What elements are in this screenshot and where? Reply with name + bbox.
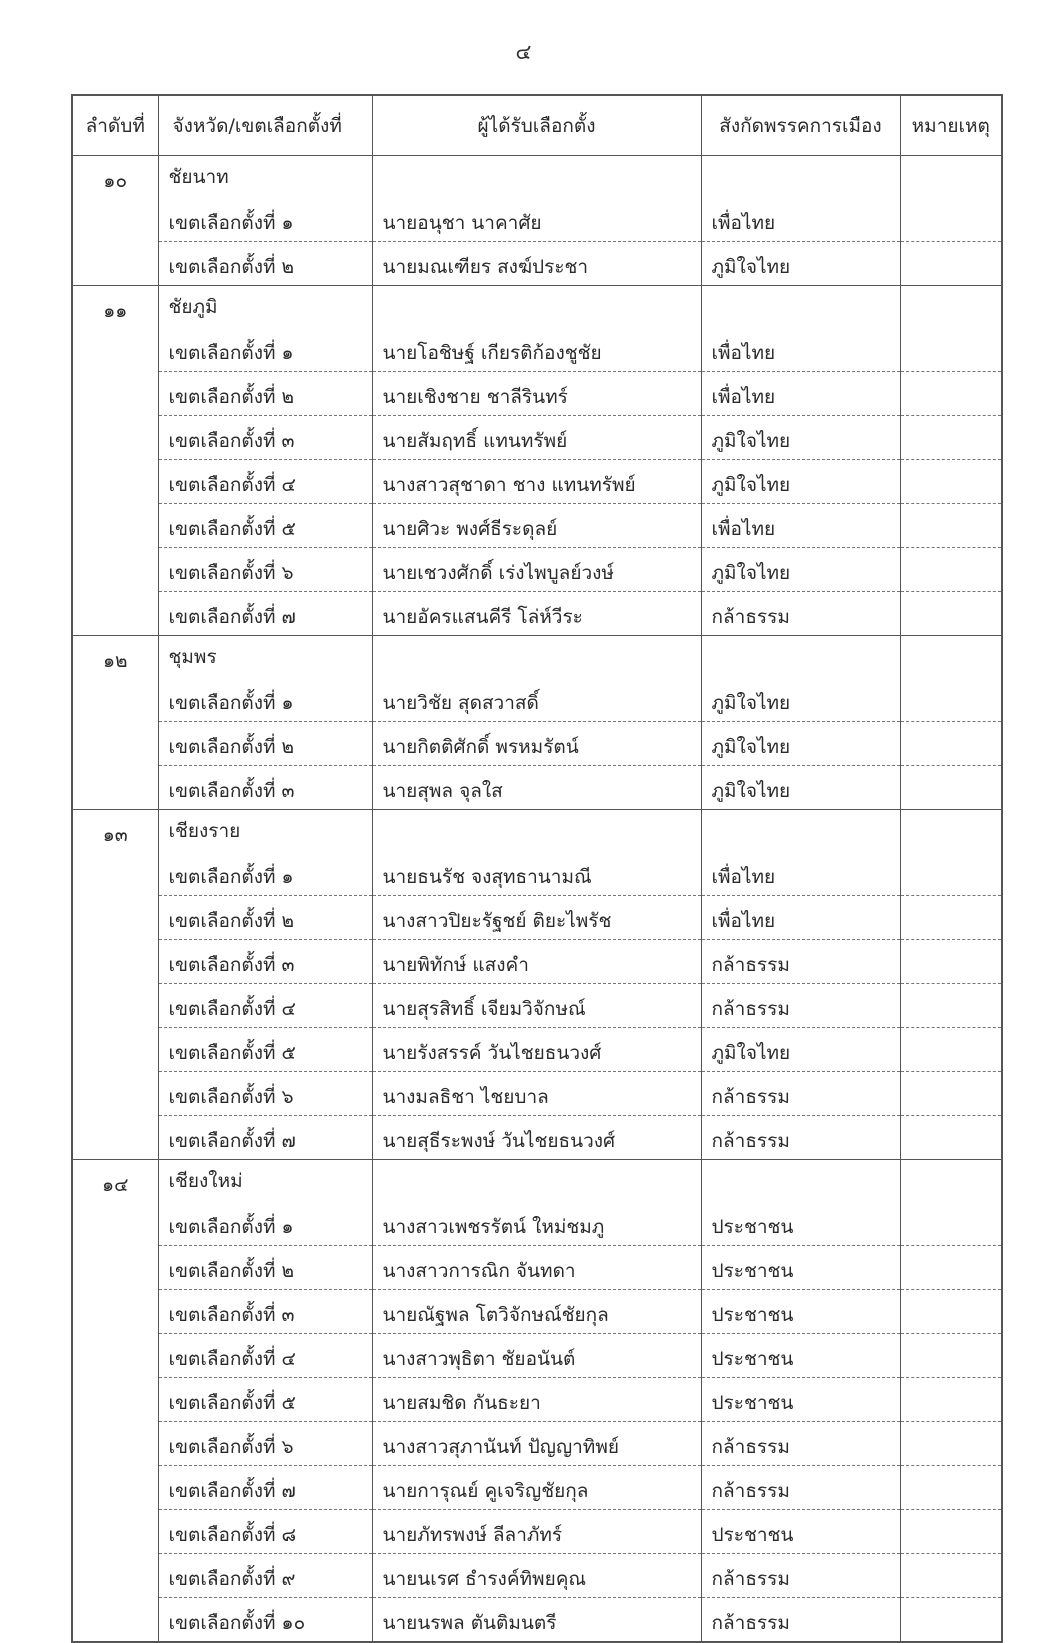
- district-cell: เขตเลือกตั้งที่ ๖: [158, 1072, 372, 1116]
- district-cell: เขตเลือกตั้งที่ ๒: [158, 722, 372, 766]
- province-name: ชุมพร: [158, 636, 372, 679]
- remarks-cell: [900, 1466, 1002, 1510]
- remarks-cell: [900, 896, 1002, 940]
- party-cell: กล้าธรรม: [701, 1466, 900, 1510]
- table-row: [72, 1202, 1002, 1246]
- district-cell: เขตเลือกตั้งที่ ๗: [158, 1466, 372, 1510]
- remarks-cell: [900, 1510, 1002, 1554]
- district-cell: เขตเลือกตั้งที่ ๓: [158, 940, 372, 984]
- remarks-cell: [900, 1246, 1002, 1290]
- elected-name-cell: นายพิทักษ์ แสงคำ: [372, 940, 701, 984]
- empty-cell: [701, 156, 900, 199]
- party-cell: เพื่อไทย: [701, 896, 900, 940]
- group-order-number: ๑๑: [72, 286, 158, 636]
- province-row: [72, 810, 1002, 853]
- party-cell: เพื่อไทย: [701, 198, 900, 242]
- remarks-cell: [900, 678, 1002, 722]
- group-order-number: ๑๓: [72, 810, 158, 1160]
- page-number: ๔: [515, 40, 532, 64]
- remarks-cell: [900, 1554, 1002, 1598]
- province-row: [72, 286, 1002, 329]
- party-cell: ภูมิใจไทย: [701, 1028, 900, 1072]
- elected-name-cell: นายศิวะ พงศ์ธีระดุลย์: [372, 504, 701, 548]
- elected-name-cell: นายสุพล จุลใส: [372, 766, 701, 810]
- table-row: [72, 1290, 1002, 1334]
- remarks-cell: [900, 1378, 1002, 1422]
- remarks-cell: [900, 1290, 1002, 1334]
- elected-name-cell: นายนเรศ ธำรงค์ทิพยคุณ: [372, 1554, 701, 1598]
- table-row: [72, 198, 1002, 242]
- district-cell: เขตเลือกตั้งที่ ๔: [158, 460, 372, 504]
- empty-cell: [701, 636, 900, 679]
- elected-name-cell: นายการุณย์ คูเจริญชัยกุล: [372, 1466, 701, 1510]
- district-cell: เขตเลือกตั้งที่ ๕: [158, 1028, 372, 1072]
- district-cell: เขตเลือกตั้งที่ ๒: [158, 1246, 372, 1290]
- district-cell: เขตเลือกตั้งที่ ๗: [158, 592, 372, 636]
- district-cell: เขตเลือกตั้งที่ ๓: [158, 766, 372, 810]
- election-results-table: [71, 94, 1003, 1643]
- district-cell: เขตเลือกตั้งที่ ๑: [158, 198, 372, 242]
- remarks-cell: [900, 1116, 1002, 1160]
- elected-name-cell: นายวิชัย สุดสวาสดิ์: [372, 678, 701, 722]
- elected-name-cell: นายกิตติศักดิ์ พรหมรัตน์: [372, 722, 701, 766]
- remarks-cell: [900, 328, 1002, 372]
- remarks-cell: [900, 1598, 1002, 1643]
- remarks-cell: [900, 722, 1002, 766]
- table-row: [72, 984, 1002, 1028]
- group-order-number: ๑๔: [72, 1160, 158, 1643]
- province-row: [72, 1160, 1002, 1203]
- table-row: [72, 1072, 1002, 1116]
- party-cell: ประชาชน: [701, 1334, 900, 1378]
- header-elected-person: ผู้ได้รับเลือกตั้ง: [372, 95, 701, 156]
- elected-name-cell: นางสาวสุภานันท์ ปัญญาทิพย์: [372, 1422, 701, 1466]
- group-order-number: ๑๐: [72, 156, 158, 286]
- remarks-cell: [900, 1072, 1002, 1116]
- table-row: [72, 1598, 1002, 1643]
- district-cell: เขตเลือกตั้งที่ ๕: [158, 504, 372, 548]
- party-cell: เพื่อไทย: [701, 504, 900, 548]
- remarks-cell: [900, 984, 1002, 1028]
- elected-name-cell: นางมลธิชา ไชยบาล: [372, 1072, 701, 1116]
- elected-name-cell: นายณัฐพล โตวิจักษณ์ชัยกุล: [372, 1290, 701, 1334]
- table-row: [72, 328, 1002, 372]
- party-cell: ภูมิใจไทย: [701, 548, 900, 592]
- district-cell: เขตเลือกตั้งที่ ๖: [158, 548, 372, 592]
- table-row: [72, 1334, 1002, 1378]
- empty-cell: [900, 1160, 1002, 1203]
- table-row: [72, 372, 1002, 416]
- district-cell: เขตเลือกตั้งที่ ๔: [158, 984, 372, 1028]
- table-row: [72, 722, 1002, 766]
- empty-cell: [900, 636, 1002, 679]
- table-row: [72, 242, 1002, 286]
- elected-name-cell: นางสาวการณิก จันทดา: [372, 1246, 701, 1290]
- header-remarks: หมายเหตุ: [900, 95, 1002, 156]
- remarks-cell: [900, 766, 1002, 810]
- district-cell: เขตเลือกตั้งที่ ๒: [158, 372, 372, 416]
- empty-cell: [900, 810, 1002, 853]
- remarks-cell: [900, 504, 1002, 548]
- party-cell: กล้าธรรม: [701, 592, 900, 636]
- empty-cell: [372, 636, 701, 679]
- elected-name-cell: นายธนรัช จงสุทธานามณี: [372, 852, 701, 896]
- table-body: [72, 156, 1002, 1643]
- remarks-cell: [900, 940, 1002, 984]
- district-cell: เขตเลือกตั้งที่ ๑: [158, 852, 372, 896]
- empty-cell: [900, 286, 1002, 329]
- district-cell: เขตเลือกตั้งที่ ๙: [158, 1554, 372, 1598]
- header-order: ลำดับที่: [72, 95, 158, 156]
- elected-name-cell: นางสาวสุชาดา ชาง แทนทรัพย์: [372, 460, 701, 504]
- elected-name-cell: นายมณเฑียร สงฆ์ประชา: [372, 242, 701, 286]
- party-cell: ประชาชน: [701, 1246, 900, 1290]
- district-cell: เขตเลือกตั้งที่ ๑: [158, 328, 372, 372]
- remarks-cell: [900, 1028, 1002, 1072]
- elected-name-cell: นายสุธีระพงษ์ วันไชยธนวงศ์: [372, 1116, 701, 1160]
- elected-name-cell: นางสาวเพชรรัตน์ ใหม่ชมภู: [372, 1202, 701, 1246]
- party-cell: กล้าธรรม: [701, 1422, 900, 1466]
- district-cell: เขตเลือกตั้งที่ ๔: [158, 1334, 372, 1378]
- province-name: เชียงราย: [158, 810, 372, 853]
- table-header-row: [72, 95, 1002, 156]
- elected-name-cell: นางสาวปิยะรัฐชย์ ติยะไพรัช: [372, 896, 701, 940]
- elected-name-cell: นายโอชิษฐ์ เกียรติก้องชูชัย: [372, 328, 701, 372]
- remarks-cell: [900, 198, 1002, 242]
- party-cell: ภูมิใจไทย: [701, 460, 900, 504]
- district-cell: เขตเลือกตั้งที่ ๒: [158, 896, 372, 940]
- empty-cell: [701, 1160, 900, 1203]
- district-cell: เขตเลือกตั้งที่ ๕: [158, 1378, 372, 1422]
- table-row: [72, 504, 1002, 548]
- table-row: [72, 1466, 1002, 1510]
- remarks-cell: [900, 1422, 1002, 1466]
- table-row: [72, 896, 1002, 940]
- empty-cell: [372, 1160, 701, 1203]
- party-cell: ภูมิใจไทย: [701, 416, 900, 460]
- table-row: [72, 852, 1002, 896]
- elected-name-cell: นายอัครแสนคีรี โล่ห์วีระ: [372, 592, 701, 636]
- district-cell: เขตเลือกตั้งที่ ๑: [158, 678, 372, 722]
- district-cell: เขตเลือกตั้งที่ ๓: [158, 416, 372, 460]
- empty-cell: [900, 156, 1002, 199]
- elected-name-cell: นายภัทรพงษ์ ลีลาภัทร์: [372, 1510, 701, 1554]
- elected-name-cell: นางสาวพุธิตา ชัยอนันต์: [372, 1334, 701, 1378]
- elected-name-cell: นายเชวงศักดิ์ เร่งไพบูลย์วงษ์: [372, 548, 701, 592]
- elected-name-cell: นายนรพล ตันติมนตรี: [372, 1598, 701, 1643]
- elected-name-cell: นายสมชิด กันธะยา: [372, 1378, 701, 1422]
- province-row: [72, 636, 1002, 679]
- province-name: เชียงใหม่: [158, 1160, 372, 1203]
- remarks-cell: [900, 242, 1002, 286]
- party-cell: ประชาชน: [701, 1202, 900, 1246]
- remarks-cell: [900, 592, 1002, 636]
- province-row: [72, 156, 1002, 199]
- party-cell: ภูมิใจไทย: [701, 766, 900, 810]
- party-cell: กล้าธรรม: [701, 1554, 900, 1598]
- district-cell: เขตเลือกตั้งที่ ๑๐: [158, 1598, 372, 1643]
- empty-cell: [372, 810, 701, 853]
- party-cell: กล้าธรรม: [701, 984, 900, 1028]
- table-row: [72, 1554, 1002, 1598]
- party-cell: ประชาชน: [701, 1510, 900, 1554]
- header-province-district: จังหวัด/เขตเลือกตั้งที่: [158, 95, 372, 156]
- elected-name-cell: นายสุรสิทธิ์ เจียมวิจักษณ์: [372, 984, 701, 1028]
- remarks-cell: [900, 416, 1002, 460]
- table-row: [72, 1510, 1002, 1554]
- empty-cell: [372, 156, 701, 199]
- province-name: ชัยนาท: [158, 156, 372, 199]
- table-row: [72, 1422, 1002, 1466]
- remarks-cell: [900, 372, 1002, 416]
- remarks-cell: [900, 1202, 1002, 1246]
- party-cell: เพื่อไทย: [701, 328, 900, 372]
- party-cell: ภูมิใจไทย: [701, 678, 900, 722]
- district-cell: เขตเลือกตั้งที่ ๖: [158, 1422, 372, 1466]
- group-order-number: ๑๒: [72, 636, 158, 810]
- empty-cell: [701, 810, 900, 853]
- district-cell: เขตเลือกตั้งที่ ๗: [158, 1116, 372, 1160]
- elected-name-cell: นายรังสรรค์ วันไชยธนวงศ์: [372, 1028, 701, 1072]
- remarks-cell: [900, 1334, 1002, 1378]
- remarks-cell: [900, 852, 1002, 896]
- party-cell: ภูมิใจไทย: [701, 722, 900, 766]
- table-row: [72, 1028, 1002, 1072]
- party-cell: กล้าธรรม: [701, 1072, 900, 1116]
- district-cell: เขตเลือกตั้งที่ ๒: [158, 242, 372, 286]
- district-cell: เขตเลือกตั้งที่ ๘: [158, 1510, 372, 1554]
- remarks-cell: [900, 548, 1002, 592]
- table-row: [72, 1378, 1002, 1422]
- party-cell: ประชาชน: [701, 1378, 900, 1422]
- elected-name-cell: นายเชิงชาย ชาลีรินทร์: [372, 372, 701, 416]
- district-cell: เขตเลือกตั้งที่ ๓: [158, 1290, 372, 1334]
- elected-name-cell: นายสัมฤทธิ์ แทนทรัพย์: [372, 416, 701, 460]
- party-cell: ภูมิใจไทย: [701, 242, 900, 286]
- table-row: [72, 766, 1002, 810]
- empty-cell: [701, 286, 900, 329]
- table-row: [72, 548, 1002, 592]
- table-row: [72, 460, 1002, 504]
- table-row: [72, 592, 1002, 636]
- party-cell: เพื่อไทย: [701, 852, 900, 896]
- elected-name-cell: นายอนุชา นาคาศัย: [372, 198, 701, 242]
- empty-cell: [372, 286, 701, 329]
- party-cell: ประชาชน: [701, 1290, 900, 1334]
- table-row: [72, 940, 1002, 984]
- district-cell: เขตเลือกตั้งที่ ๑: [158, 1202, 372, 1246]
- table-row: [72, 1246, 1002, 1290]
- province-name: ชัยภูมิ: [158, 286, 372, 329]
- header-party: สังกัดพรรคการเมือง: [701, 95, 900, 156]
- table-row: [72, 416, 1002, 460]
- party-cell: กล้าธรรม: [701, 1598, 900, 1643]
- party-cell: เพื่อไทย: [701, 372, 900, 416]
- party-cell: กล้าธรรม: [701, 1116, 900, 1160]
- remarks-cell: [900, 460, 1002, 504]
- table-row: [72, 1116, 1002, 1160]
- table-row: [72, 678, 1002, 722]
- party-cell: กล้าธรรม: [701, 940, 900, 984]
